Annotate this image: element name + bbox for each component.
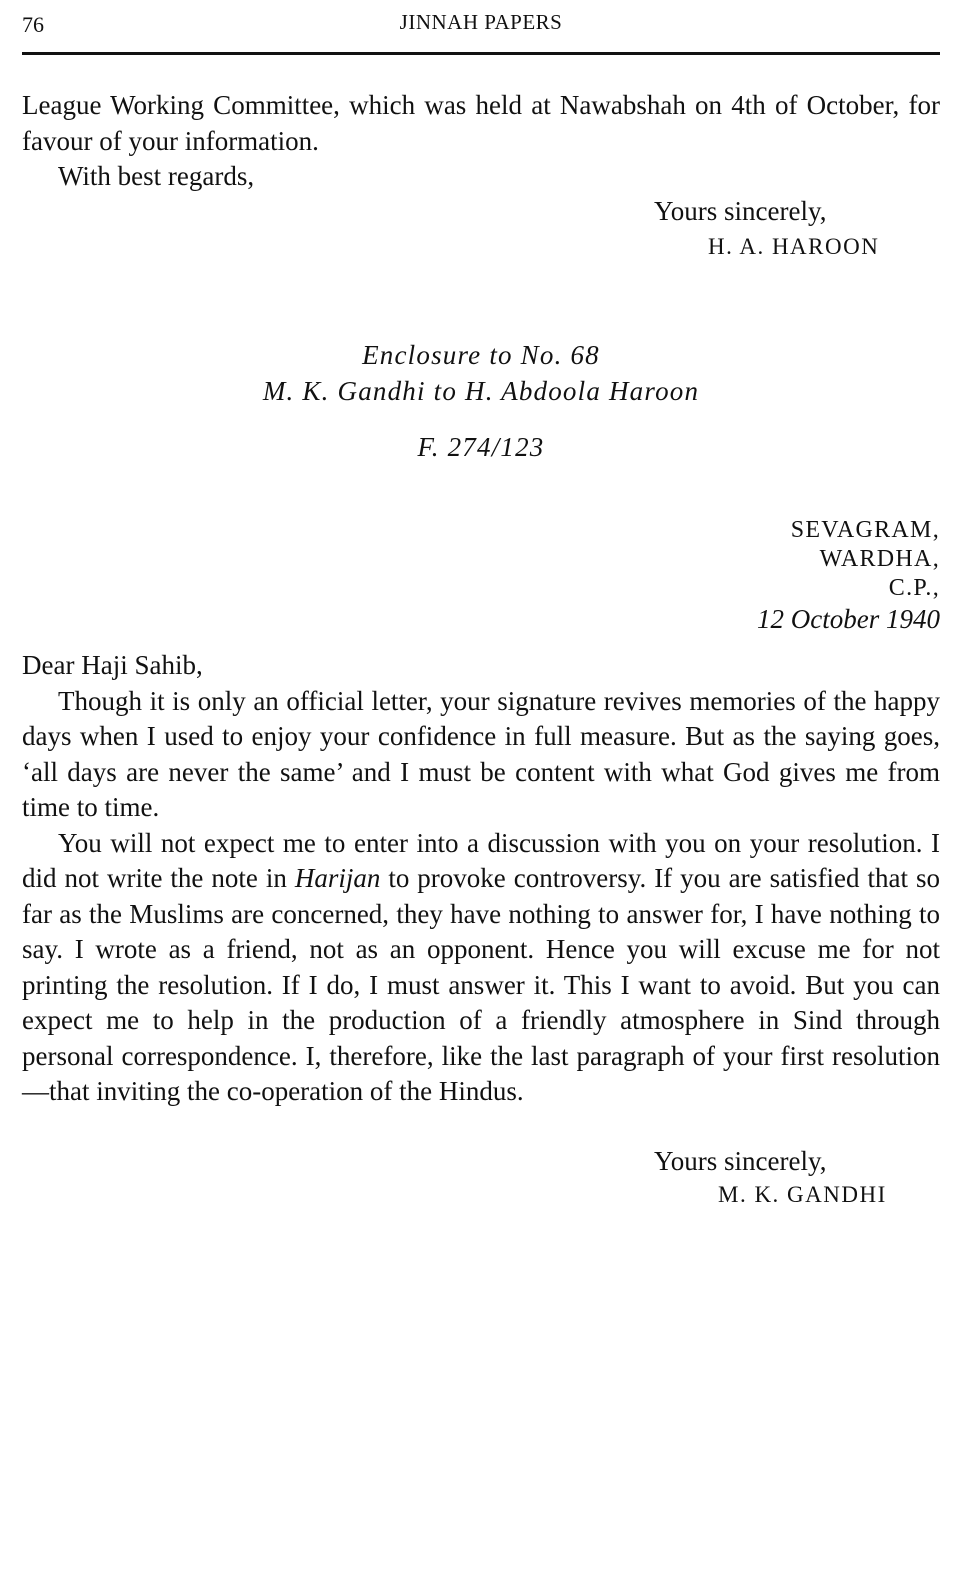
letter2-address bbox=[791, 516, 940, 603]
address-line: WARDHA, bbox=[819, 546, 940, 572]
running-head bbox=[22, 8, 940, 40]
page-number: 76 bbox=[22, 12, 44, 37]
header-rule bbox=[22, 52, 940, 55]
letter2-body bbox=[22, 648, 940, 1110]
letter2-date: 12 October 1940 bbox=[757, 604, 940, 634]
letter2-paragraph-2 bbox=[22, 826, 940, 1110]
letter2-paragraph-1: Though it is only an official letter, your signature revives memories of the happy days when I used to enjoy your confidence in full measure. But as the saying goes, ‘all days are never the same’ and I must be content with what God gives me from time to time. bbox=[22, 685, 940, 822]
paragraph-text: to provoke controversy. If you are satisfied that so far as the Muslims are concerned, they have nothing to answer for, I have nothing to say. I wrote as a friend, not as an opponent. Hence you will excuse me for not printing the resolution. If I do, I must answer it. This I want to avoid. But you can expect me to help in the production of a friendly atmosphere in Sind through personal correspondence. I, therefore, like the last paragraph of your first resolution—that inviting the co-operation of the Hindus. bbox=[22, 863, 940, 1106]
letter1-continuation: League Working Committee, which was held at Nawabshah on 4th of October, for favour of your information. bbox=[22, 90, 940, 156]
book-page bbox=[22, 0, 940, 1574]
enclosure-title: Enclosure to No. 68 bbox=[362, 340, 600, 370]
running-title: JINNAH PAPERS bbox=[399, 10, 563, 34]
enclosure-subtitle: M. K. Gandhi to H. Abdoola Haroon bbox=[262, 376, 700, 406]
paragraph-text: You will not expect me to enter into a discussion with you on your resolution. I did not write the note in bbox=[22, 827, 940, 893]
letter1-closing: Yours sincerely, bbox=[654, 196, 827, 226]
address-line: SEVAGRAM, bbox=[790, 517, 940, 543]
address-line: C.P., bbox=[888, 575, 940, 601]
enclosure-file-ref: F. 274/123 bbox=[417, 432, 545, 462]
letter2-salutation: Dear Haji Sahib, bbox=[22, 650, 203, 680]
letter1-body bbox=[22, 88, 940, 195]
letter2-signature: M. K. GANDHI bbox=[718, 1182, 887, 1207]
letter1-signature: H. A. HAROON bbox=[708, 234, 880, 259]
publication-title: Harijan bbox=[294, 863, 381, 893]
letter1-regards: With best regards, bbox=[58, 161, 255, 191]
letter2-closing: Yours sincerely, bbox=[654, 1146, 827, 1176]
